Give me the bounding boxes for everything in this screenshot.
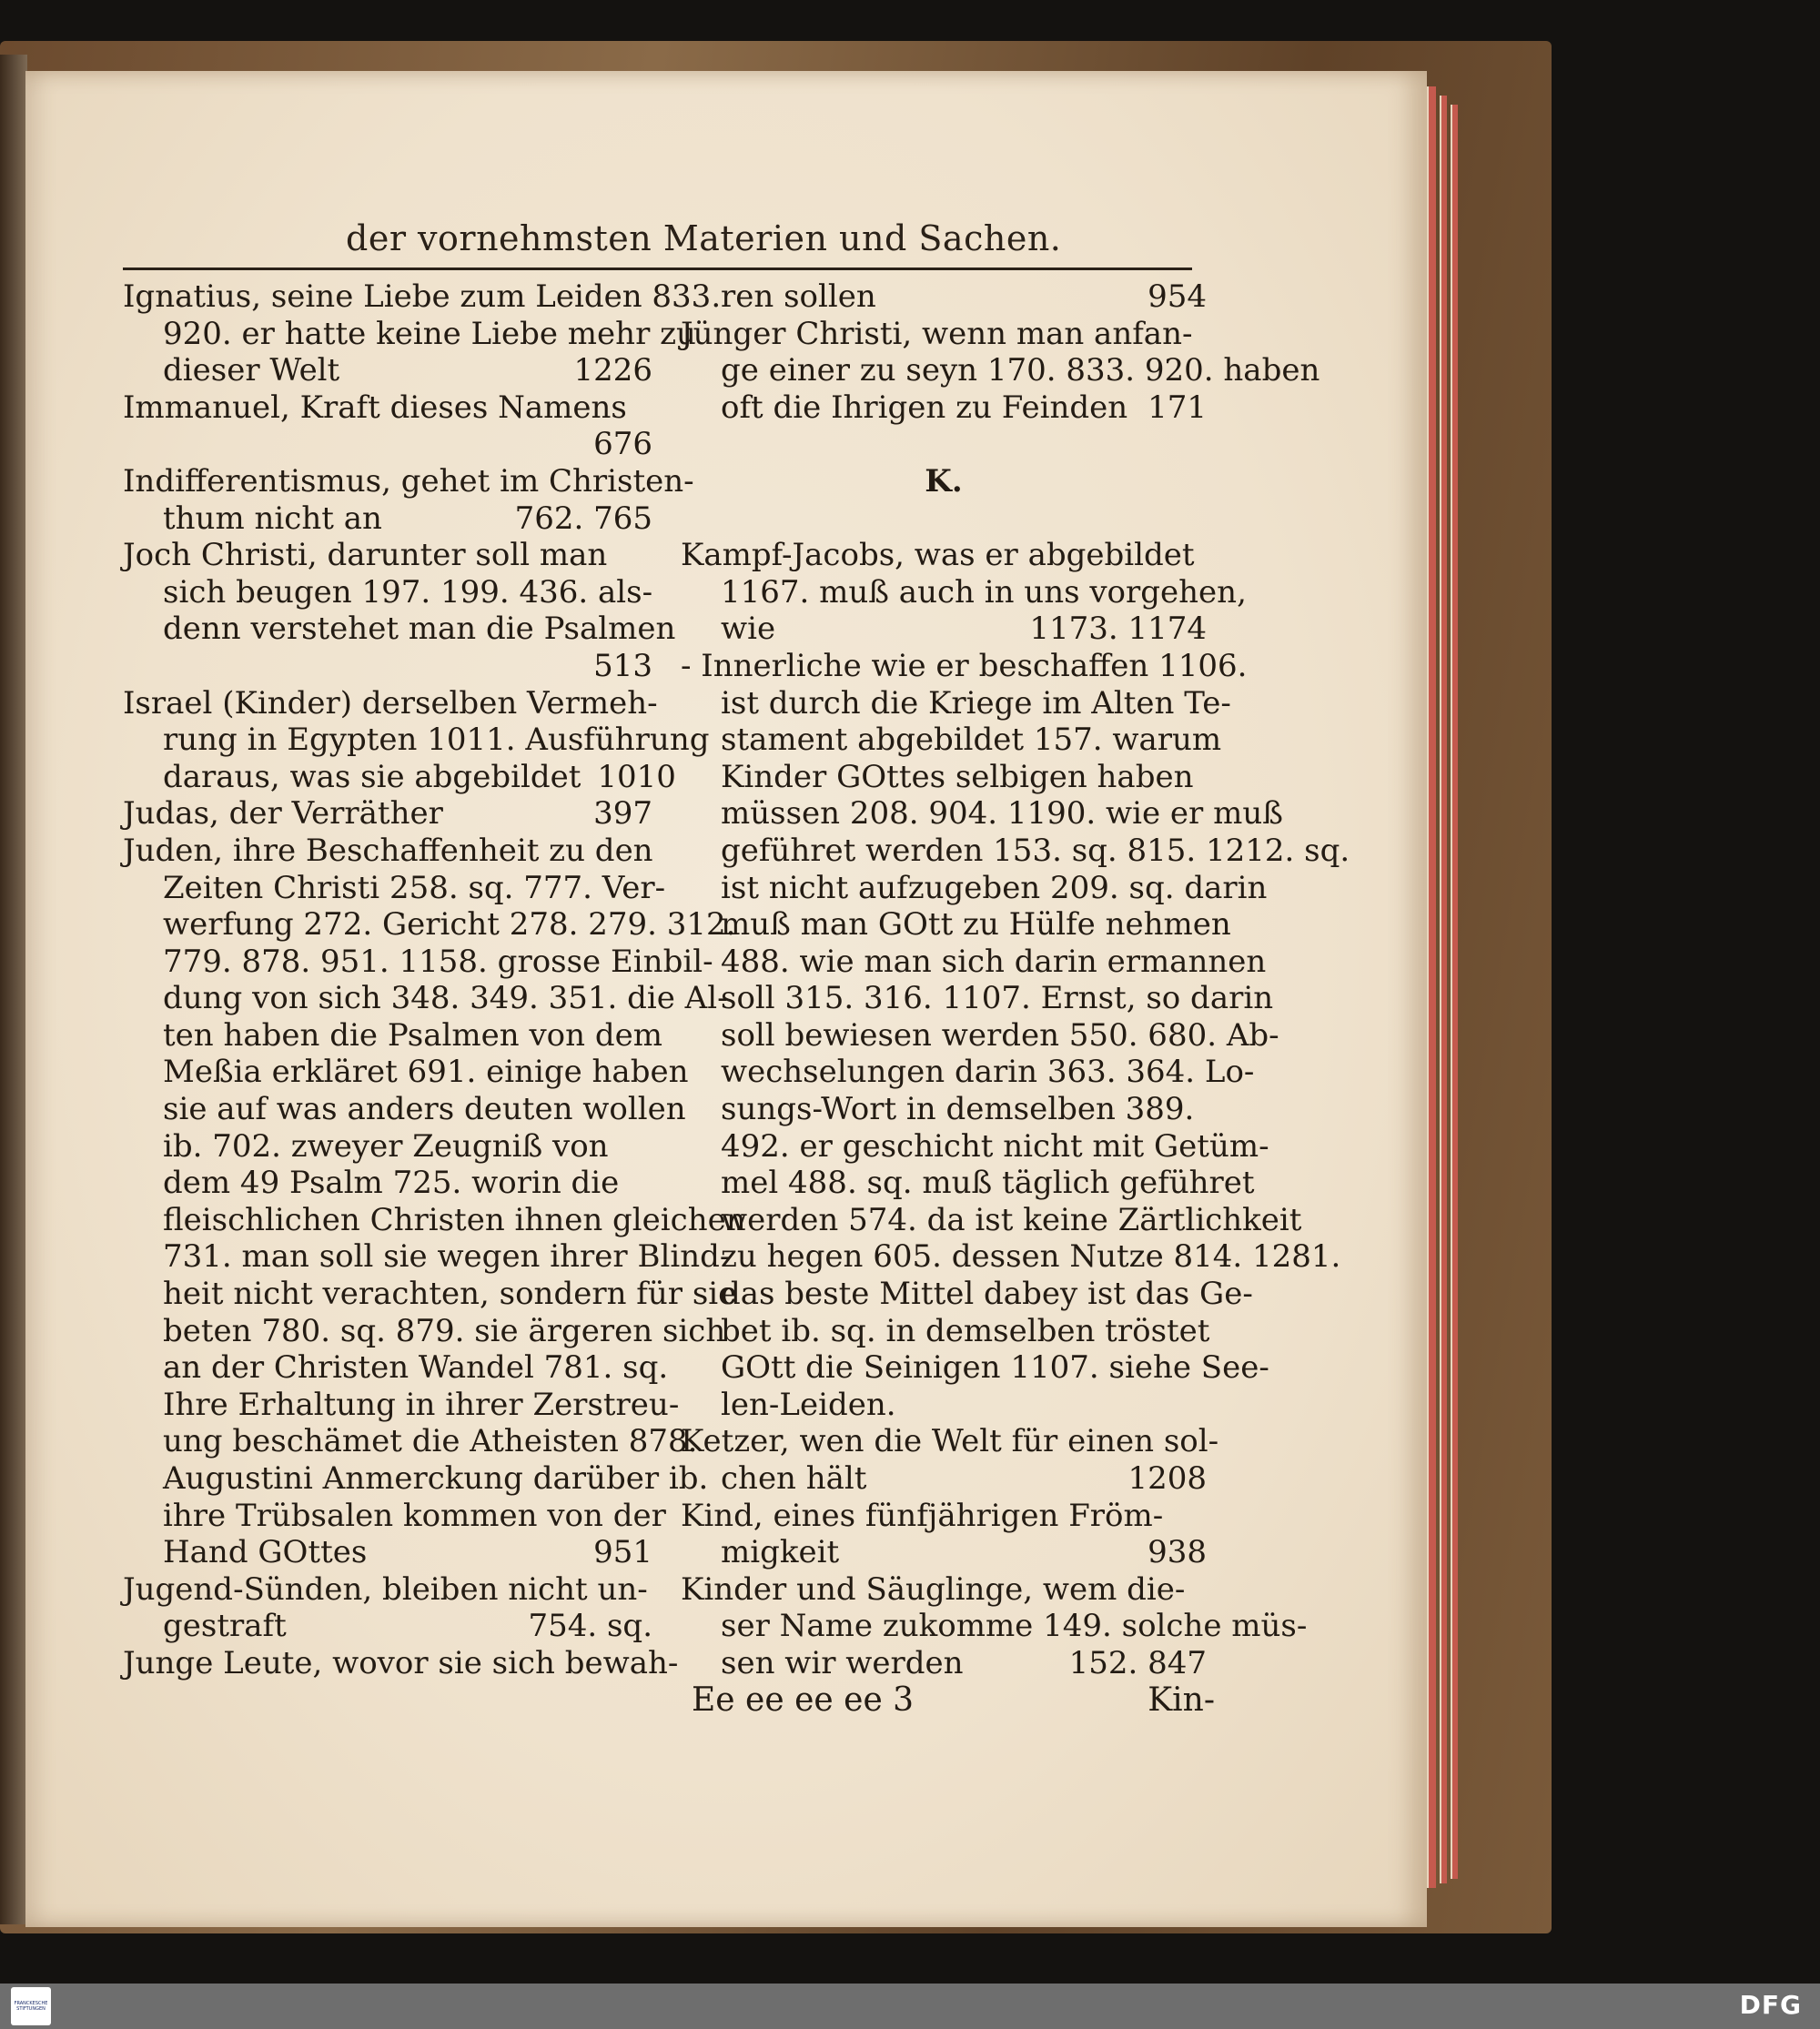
index-column-left [123,278,746,1682]
page-reference: 954 [1148,278,1207,315]
page-reference: 513 [593,647,652,684]
index-line [681,795,1283,833]
index-line-text: denn verstehet man die Psalmen [163,611,676,648]
page-reference: 1208 [1127,1460,1207,1497]
index-line-text: migkeit [721,1534,840,1571]
index-line [681,722,1222,759]
index-line-text: dem 49 Psalm 725. worin die [163,1165,620,1202]
index-line [681,500,1207,538]
page-reference: 397 [593,795,652,833]
index-line-text: ist nicht aufzugeben 209. sq. darin [721,869,1268,906]
index-line-text: geführet werden 153. sq. 815. 1212. sq. [721,832,1350,869]
index-line [123,833,652,870]
index-line-text: 920. er hatte keine Liebe mehr zu [163,315,696,352]
index-line [123,758,676,796]
index-line [123,1128,652,1166]
page-title: der vornehmsten Materien und Sachen. [346,218,1062,258]
index-line-text: fleischlichen Christen ihnen gleichen [163,1201,746,1238]
index-line [123,315,696,353]
index-line-text: Jugend-Sünden, bleiben nicht un- [123,1570,648,1608]
index-line-text: ihre Trübsalen kommen von der [163,1497,666,1534]
index-line [681,1127,1269,1166]
index-line [681,537,1207,574]
page-footer [692,1681,1215,1719]
index-line [681,980,1274,1017]
index-line [123,426,652,463]
index-line [681,906,1231,944]
index-line [123,1497,666,1535]
page-reference: 1173. 1174 [1029,611,1207,648]
index-line-text: mel 488. sq. muß täglich geführet [721,1165,1255,1202]
page-edge [1451,105,1458,1879]
index-line-text: rung in Egypten 1011. Ausführung [163,722,710,759]
index-line-text: Hand GOttes [163,1534,368,1571]
index-line-text: 1167. muß auch in uns vorgehen, [721,573,1247,611]
index-line-text: wechselungen darin 363. 364. Lo- [721,1054,1255,1091]
index-line-text: wie [721,611,776,648]
index-line-text: Meßia erkläret 691. einige haben [163,1054,689,1091]
index-line-text: ten haben die Psalmen von dem [163,1016,662,1054]
page-reference: 938 [1148,1534,1207,1571]
index-line [681,1608,1308,1645]
page-reference: 951 [593,1534,652,1571]
index-line-text: sungs-Wort in demselben 389. [721,1091,1195,1128]
index-line-text: ser Name zukomme 149. solche müs- [721,1608,1308,1645]
index-line [123,1349,669,1387]
index-line [123,537,652,574]
index-line [123,1165,652,1202]
viewer-bar [0,1984,1820,2029]
page-reference: 1010 [597,758,676,795]
index-line [681,869,1268,907]
page-edge [1427,86,1436,1888]
index-line-text: ren sollen [721,278,876,315]
index-line [123,1238,731,1276]
index-line [123,1571,652,1609]
index-line-text: dung von sich 348. 349. 351. die Al- [163,980,728,1017]
index-line [681,1201,1302,1239]
index-line-text: ist durch die Kriege im Alten Te- [721,684,1231,722]
index-line [681,426,1207,463]
index-line-text: Kinder und Säuglinge, wem die- [681,1570,1186,1608]
index-line-text: werden 574. da ist keine Zärtlichkeit [721,1201,1302,1238]
index-line-text: stament abgebildet 157. warum [721,722,1222,759]
index-line [681,352,1320,389]
index-line-text: Ignatius, seine Liebe zum Leiden 833. [123,278,722,315]
dfg-label[interactable]: DFG [1739,1990,1802,2020]
index-line-text: Zeiten Christi 258. sq. 777. Ver- [163,869,666,906]
index-line [681,1349,1269,1387]
page-reference: 1226 [573,352,652,389]
index-line [123,1016,662,1055]
page-reference: 676 [593,426,652,463]
index-line [123,1054,689,1091]
header-rule [123,268,1192,270]
index-line-text: daraus, was sie abgebildet [163,758,581,795]
index-line-text: GOtt die Seinigen 1107. siehe See- [721,1349,1269,1387]
index-line [681,943,1267,981]
index-line-text: soll bewiesen werden 550. 680. Ab- [721,1016,1279,1054]
index-line-text: heit nicht verachten, sondern für sie [163,1276,737,1313]
index-line-text: müssen 208. 904. 1190. wie er muß [721,795,1283,833]
index-line [681,611,1207,648]
index-line [123,1423,698,1460]
index-line-text: 488. wie man sich darin ermannen [721,943,1267,980]
index-line [681,1498,1207,1535]
index-line [123,1276,737,1313]
index-line [681,684,1231,722]
index-line-text: sich beugen 197. 199. 436. als- [163,573,653,611]
index-line [681,1645,1207,1682]
index-line [123,1608,652,1645]
index-line-text: Kinder GOttes selbigen haben [721,758,1194,795]
index-line [123,906,736,944]
index-line-text: ib. 702. zweyer Zeugniß von [163,1127,609,1165]
index-line-text: muß man GOtt zu Hülfe nehmen [721,906,1231,944]
index-line [681,1238,1341,1276]
index-line [123,389,652,427]
page-reference: 152. 847 [1068,1644,1207,1681]
book-spine [0,55,27,1924]
index-line [681,389,1207,427]
section-letter [681,463,1207,500]
index-line-text: - Innerliche wie er beschaffen 1106. [681,647,1248,684]
index-line [123,684,658,722]
index-line-text: Juden, ihre Beschaffenheit zu den [123,832,653,869]
index-line-text: Indifferentismus, gehet im Christen- [123,462,694,500]
index-line-text: Joch Christi, darunter soll man [123,537,608,574]
signature-mark: Ee ee ee ee 3 [692,1681,915,1719]
index-line [123,1312,726,1350]
index-line [123,648,652,685]
index-line [123,1534,652,1571]
index-line-text: Israel (Kinder) derselben Vermeh- [123,684,658,722]
index-line-text: gestraft [163,1608,287,1645]
index-line [681,1276,1253,1313]
page-reference: 171 [1148,389,1207,426]
index-line-text: 492. er geschicht nicht mit Getüm- [721,1127,1269,1165]
index-line-text: das beste Mittel dabey ist das Ge- [721,1276,1253,1313]
index-line-text: dieser Welt [163,352,340,389]
index-line [123,943,713,981]
index-line [123,980,728,1017]
institution-logo-text: FRANCKESCHE STIFTUNGEN [14,2001,48,2012]
index-line-text: Judas, der Verräther [123,795,443,833]
index-line-text: ge einer zu seyn 170. 833. 920. haben [721,352,1320,389]
index-line [123,352,652,389]
page-reference: 762. 765 [514,500,652,537]
index-line [681,1571,1207,1609]
index-line-text: Kampf-Jacobs, was er abgebildet [681,537,1195,574]
index-line-text: bet ib. sq. in demselben tröstet [721,1312,1210,1349]
index-line [123,278,722,316]
index-line-text: an der Christen Wandel 781. sq. [163,1349,669,1387]
index-line [123,795,652,833]
index-line [123,1460,709,1498]
index-line-text: soll 315. 316. 1107. Ernst, so darin [721,980,1274,1017]
index-line [681,1423,1219,1460]
index-line [681,1165,1255,1202]
index-line-text: ung beschämet die Atheisten 878. [163,1423,698,1460]
index-line-text: Kind, eines fünfjährigen Fröm- [681,1497,1164,1534]
index-line [123,462,694,500]
index-line-text: sie auf was anders deuten wollen [163,1091,686,1128]
index-line-text: Jünger Christi, wenn man anfan- [681,315,1193,352]
index-line [123,1644,679,1682]
index-line [681,1460,1207,1498]
index-line-text: Augustini Anmerckung darüber ib. [163,1460,709,1497]
index-line [681,1091,1207,1128]
catchword: Kin- [1148,1681,1215,1719]
index-line [681,1054,1255,1091]
page-reference: 754. sq. [528,1608,652,1645]
index-line [681,573,1247,611]
index-line-text: Ihre Erhaltung in ihrer Zerstreu- [163,1386,680,1423]
index-line [123,1201,746,1239]
index-line [681,832,1350,870]
index-line-text: beten 780. sq. 879. sie ärgeren sich [163,1312,726,1349]
index-line [123,574,652,611]
index-line-text: thum nicht an [163,500,382,537]
index-line [123,722,710,759]
index-line-text: Junge Leute, wovor sie sich bewah- [123,1644,679,1681]
index-line-text: oft die Ihrigen zu Feinden [721,389,1128,426]
page-edge [1440,96,1447,1883]
index-line-text: K. [925,462,963,500]
index-line-text: 779. 878. 951. 1158. grosse Einbil- [163,943,713,980]
index-line [681,278,1207,316]
index-line [123,1386,680,1424]
institution-logo[interactable] [11,1987,51,2025]
index-line [123,500,652,538]
index-line-text: len-Leiden. [721,1386,896,1423]
index-line [123,611,676,648]
index-line [681,1387,1207,1424]
index-line [681,1312,1210,1350]
index-line-text: chen hält [721,1460,867,1497]
index-line-text: sen wir werden [721,1644,964,1681]
index-line [123,869,666,907]
index-column-right [681,278,1350,1682]
index-line [681,1534,1207,1571]
index-line [681,759,1207,796]
index-line [681,1016,1279,1055]
index-line [681,316,1207,353]
index-line-text: Immanuel, Kraft dieses Namens [123,389,627,426]
index-line [681,647,1248,685]
index-line-text: werfung 272. Gericht 278. 279. 312. [163,906,736,944]
index-line-text: 731. man soll sie wegen ihrer Blind- [163,1238,731,1276]
index-line-text: Ketzer, wen die Welt für einen sol- [681,1423,1219,1460]
index-line [123,1091,686,1128]
index-line-text: zu hegen 605. dessen Nutze 814. 1281. [721,1238,1341,1276]
